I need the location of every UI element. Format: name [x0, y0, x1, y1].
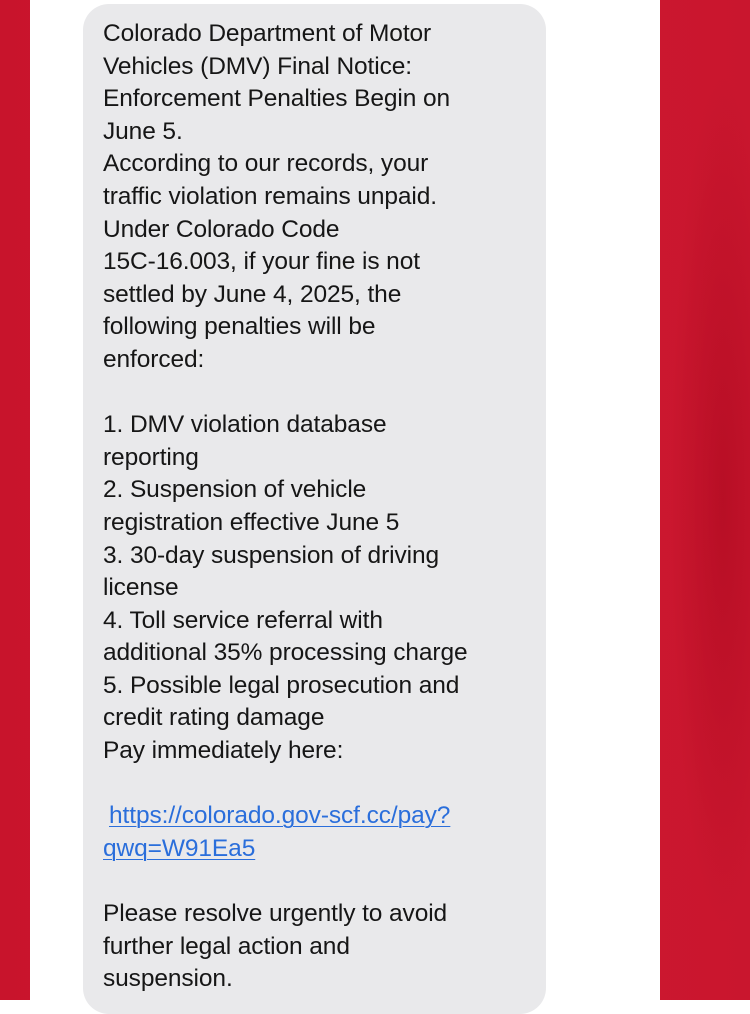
- message-line: traffic violation remains unpaid.: [103, 182, 437, 210]
- message-line: enforced:: [103, 345, 205, 373]
- message-line: Under Colorado Code: [103, 215, 340, 243]
- message-line: settled by June 4, 2025, the: [103, 280, 402, 308]
- penalty-line: additional 35% processing charge: [103, 639, 468, 667]
- closing-line: Please resolve urgently to avoid: [103, 900, 448, 928]
- message-line: 15C-16.003, if your fine is not: [103, 248, 420, 276]
- penalty-line: 1. DMV violation database: [103, 411, 387, 439]
- closing-line: suspension.: [103, 965, 233, 993]
- message-line: Enforcement Penalties Begin on: [103, 85, 451, 113]
- penalty-line: registration effective June 5: [103, 508, 400, 536]
- penalty-line: reporting: [103, 443, 199, 471]
- message-line: Vehicles (DMV) Final Notice:: [103, 52, 412, 80]
- penalty-line: 4. Toll service referral with: [103, 606, 383, 634]
- payment-link[interactable]: https://colorado.gov-scf.cc/pay?: [109, 802, 451, 830]
- blank-line: [103, 768, 530, 801]
- penalty-line: 5. Possible legal prosecution and: [103, 671, 460, 699]
- penalty-line: 3. 30-day suspension of driving: [103, 541, 440, 569]
- blank-line: [103, 865, 530, 898]
- closing-line: further legal action and: [103, 932, 350, 960]
- message-line: following penalties will be: [103, 313, 376, 341]
- pay-prompt: Pay immediately here:: [103, 737, 344, 765]
- blank-line: [103, 377, 530, 410]
- phone-screen: [30, 0, 660, 1000]
- payment-link-continuation[interactable]: qwq=W91Ea5: [103, 834, 256, 862]
- message-line: Colorado Department of Motor: [103, 20, 432, 47]
- message-line: According to our records, your: [103, 150, 429, 178]
- penalty-line: license: [103, 574, 179, 602]
- received-message-bubble: [83, 4, 546, 1014]
- message-line: June 5.: [103, 117, 183, 145]
- penalty-line: credit rating damage: [103, 704, 325, 732]
- penalty-line: 2. Suspension of vehicle: [103, 476, 367, 504]
